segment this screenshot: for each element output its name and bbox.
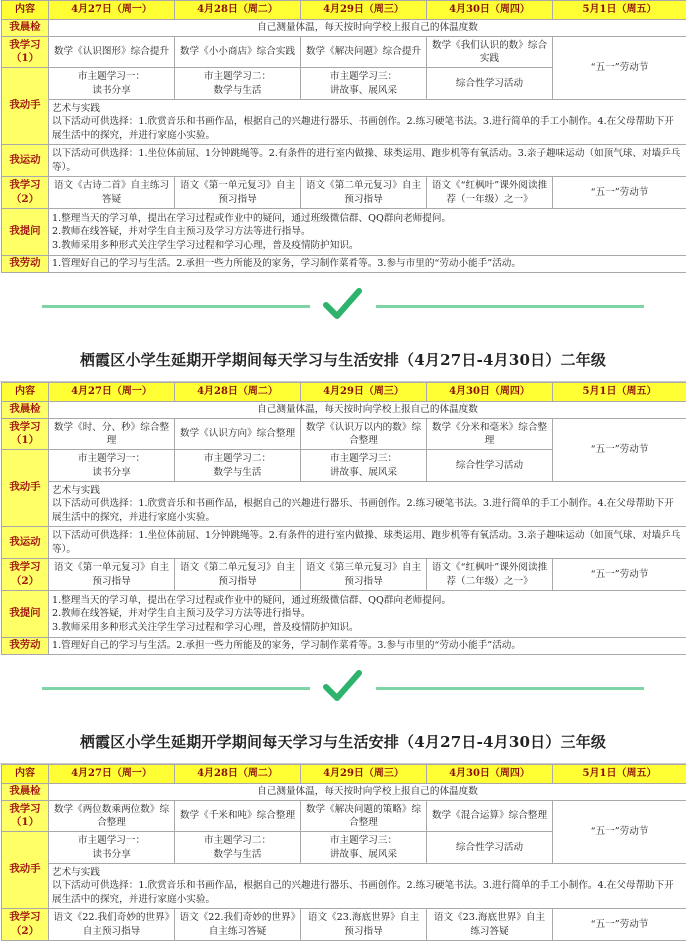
ask-text: 1.整理当天的学习单，提出在学习过程或作业中的疑问，通过班级微信群、QQ群向老师提问。 2.教师在线答疑，并对学生自主预习及学习方法等进行指导。 3.教师采用多种形式关注学生学习过程和学习心理，普及疫情防护知识。 — [49, 591, 686, 638]
header-mon: 4月27日（周一） — [49, 765, 175, 784]
topic-1: 市主题学习一： 读书分享 — [49, 832, 175, 864]
header-fri: 5月1日（周五） — [553, 765, 686, 784]
study1-wed: 数学《解决问题的策略》综合整理 — [301, 801, 427, 832]
label-hands: 我动手 — [2, 832, 49, 909]
grade1-table — [1, 0, 686, 273]
study1-mon: 数学《认识图形》综合提升 — [49, 37, 175, 68]
study2-tue: 语文《第一单元复习》自主预习指导 — [175, 177, 301, 209]
header-mon: 4月27日（周一） — [49, 1, 175, 20]
study1-mon: 数学《两位数乘两位数》综合整理 — [49, 801, 175, 832]
study2-mon: 语文《22.我们奇妙的世界》自主预习指导 — [49, 909, 175, 941]
separator-line-right — [376, 687, 644, 690]
header-content: 内容 — [2, 1, 49, 20]
study1-thu: 数学《混合运算》综合整理 — [427, 801, 553, 832]
label-check: 我晨检 — [2, 784, 49, 801]
label-ask: 我提问 — [2, 209, 49, 256]
label-study1: 我学习 （1） — [2, 801, 49, 832]
topic-3: 市主题学习三： 讲故事、展风采 — [301, 450, 427, 482]
grade3-title: 栖霞区小学生延期开学期间每天学习与生活安排（4月27日-4月30日）三年级 — [0, 721, 686, 764]
ask-text: 1.整理当天的学习单，提出在学习过程或作业中的疑问，通过班级微信群、QQ群向老师提问。 2.教师在线答疑，并对学生自主预习及学习方法等进行指导。 3.教师采用多种形式关注学生学习过程和学习心理，普及疫情防护知识。 — [49, 209, 686, 256]
label-study2: 我学习 （2） — [2, 177, 49, 209]
study2-wed: 语文《第二单元复习》自主预习指导 — [301, 177, 427, 209]
header-tue: 4月28日（周二） — [175, 1, 301, 20]
study1-thu: 数学《分米和毫米》综合整理 — [427, 419, 553, 450]
topic-4: 综合性学习活动 — [427, 832, 553, 864]
topic-2: 市主题学习二： 数学与生活 — [175, 832, 301, 864]
study2-wed: 语文《23.海底世界》自主预习指导 — [301, 909, 427, 941]
grade1-schedule — [0, 0, 686, 273]
holiday-cell-2: “五一”劳动节 — [553, 177, 686, 209]
study2-mon: 语文《第一单元复习》自主预习指导 — [49, 559, 175, 591]
label-study1: 我学习 （1） — [2, 37, 49, 68]
header-fri: 5月1日（周五） — [553, 1, 686, 20]
separator-line-right — [376, 305, 644, 308]
grade2-table — [1, 382, 686, 655]
check-icon — [321, 668, 363, 704]
study1-wed: 数学《认识万以内的数》综合整理 — [301, 419, 427, 450]
topic-1: 市主题学习一： 读书分享 — [49, 68, 175, 100]
separator — [0, 273, 686, 339]
study2-thu: 语文《“红枫叶”课外阅读推荐（一年级）之一》 — [427, 177, 553, 209]
header-content: 内容 — [2, 383, 49, 402]
sport-text: 以下活动可供选择：1.坐位体前屈、1分钟跳绳等。2.有条件的进行室内做操、球类运用、跑步机等有氧活动。3.亲子趣味运动（如顶气球、对墙乒乓等）。 — [49, 145, 686, 177]
label-sport: 我运动 — [2, 527, 49, 559]
separator — [0, 655, 686, 721]
header-thu: 4月30日（周四） — [427, 765, 553, 784]
label-study2: 我学习 （2） — [2, 909, 49, 941]
holiday-cell: “五一”劳动节 — [553, 419, 686, 482]
work-text: 1.管理好自己的学习与生活。2.承担一些力所能及的家务，学习制作菜肴等。3.参与市里的“劳动小能手”活动。 — [49, 638, 686, 655]
header-wed: 4月29日（周三） — [301, 1, 427, 20]
study1-wed: 数学《解决问题》综合提升 — [301, 37, 427, 68]
label-check: 我晨检 — [2, 402, 49, 419]
arts-text: 艺术与实践 以下活动可供选择：1.欣赏音乐和书画作品，根据自己的兴趣进行器乐、书画创作。2.练习硬笔书法。3.进行简单的手工小制作。4.在父母帮助下开展生活中的探究，并进行家庭小实验。 — [49, 100, 686, 145]
study1-mon: 数学《时、分、秒》综合整理 — [49, 419, 175, 450]
label-study1: 我学习 （1） — [2, 419, 49, 450]
study1-tue: 数学《千米和吨》综合整理 — [175, 801, 301, 832]
label-sport: 我运动 — [2, 145, 49, 177]
check-text: 自己测量体温，每天按时向学校上报自己的体温度数 — [49, 784, 686, 801]
study2-mon: 语文《古诗二首》自主练习答疑 — [49, 177, 175, 209]
label-study2: 我学习 （2） — [2, 559, 49, 591]
grade3-schedule — [0, 721, 686, 941]
study2-wed: 语文《第三单元复习》自主预习指导 — [301, 559, 427, 591]
study2-thu: 语文《“红枫叶”课外阅读推荐（二年级）之一》 — [427, 559, 553, 591]
sport-text: 以下活动可供选择：1.坐位体前屈、1分钟跳绳等。2.有条件的进行室内做操、球类运用、跑步机等有氧活动。3.亲子趣味运动（如顶气球、对墙乒乓等）。 — [49, 527, 686, 559]
topic-2: 市主题学习二： 数学与生活 — [175, 68, 301, 100]
header-wed: 4月29日（周三） — [301, 383, 427, 402]
grade2-schedule — [0, 339, 686, 655]
topic-1: 市主题学习一： 读书分享 — [49, 450, 175, 482]
study2-thu: 语文《23.海底世界》自主练习答疑 — [427, 909, 553, 941]
arts-text: 艺术与实践 以下活动可供选择：1.欣赏音乐和书画作品，根据自己的兴趣进行器乐、书画创作。2.练习硬笔书法。3.进行简单的手工小制作。4.在父母帮助下开展生活中的探究，并进行家庭小实验。 — [49, 482, 686, 527]
label-work: 我劳动 — [2, 638, 49, 655]
label-check: 我晨检 — [2, 20, 49, 37]
separator-line-left — [42, 687, 310, 690]
label-ask: 我提问 — [2, 591, 49, 638]
topic-2: 市主题学习二： 数学与生活 — [175, 450, 301, 482]
arts-text: 艺术与实践 以下活动可供选择：1.欣赏音乐和书画作品，根据自己的兴趣进行器乐、书画创作。2.练习硬笔书法。3.进行简单的手工小制作。4.在父母帮助下开展生活中的探究，并进行家庭小实验。 — [49, 864, 686, 909]
header-thu: 4月30日（周四） — [427, 1, 553, 20]
work-text: 1.管理好自己的学习与生活。2.承担一些力所能及的家务，学习制作菜肴等。3.参与市里的“劳动小能手”活动。 — [49, 256, 686, 273]
topic-4: 综合性学习活动 — [427, 450, 553, 482]
study1-tue: 数学《小小商店》综合实践 — [175, 37, 301, 68]
topic-3: 市主题学习三： 讲故事、展风采 — [301, 832, 427, 864]
holiday-cell-2: “五一”劳动节 — [553, 559, 686, 591]
holiday-cell: “五一”劳动节 — [553, 801, 686, 864]
grade2-title: 栖霞区小学生延期开学期间每天学习与生活安排（4月27日-4月30日）二年级 — [0, 339, 686, 382]
study1-tue: 数学《认识方向》综合整理 — [175, 419, 301, 450]
holiday-cell: “五一”劳动节 — [553, 37, 686, 100]
header-wed: 4月29日（周三） — [301, 765, 427, 784]
separator-line-left — [42, 305, 310, 308]
topic-4: 综合性学习活动 — [427, 68, 553, 100]
label-work: 我劳动 — [2, 256, 49, 273]
topic-3: 市主题学习三： 讲故事、展风采 — [301, 68, 427, 100]
header-thu: 4月30日（周四） — [427, 383, 553, 402]
label-hands: 我动手 — [2, 450, 49, 527]
study2-tue: 语文《22.我们奇妙的世界》自主练习答疑 — [175, 909, 301, 941]
study1-thu: 数学《我们认识的数》综合实践 — [427, 37, 553, 68]
header-mon: 4月27日（周一） — [49, 383, 175, 402]
check-icon — [321, 286, 363, 322]
check-text: 自己测量体温，每天按时向学校上报自己的体温度数 — [49, 402, 686, 419]
header-fri: 5月1日（周五） — [553, 383, 686, 402]
holiday-cell-2: “五一”劳动节 — [553, 909, 686, 941]
header-tue: 4月28日（周二） — [175, 383, 301, 402]
header-content: 内容 — [2, 765, 49, 784]
grade3-table — [1, 764, 686, 941]
study2-tue: 语文《第二单元复习》自主预习指导 — [175, 559, 301, 591]
check-text: 自己测量体温，每天按时向学校上报自己的体温度数 — [49, 20, 686, 37]
header-tue: 4月28日（周二） — [175, 765, 301, 784]
label-hands: 我动手 — [2, 68, 49, 145]
